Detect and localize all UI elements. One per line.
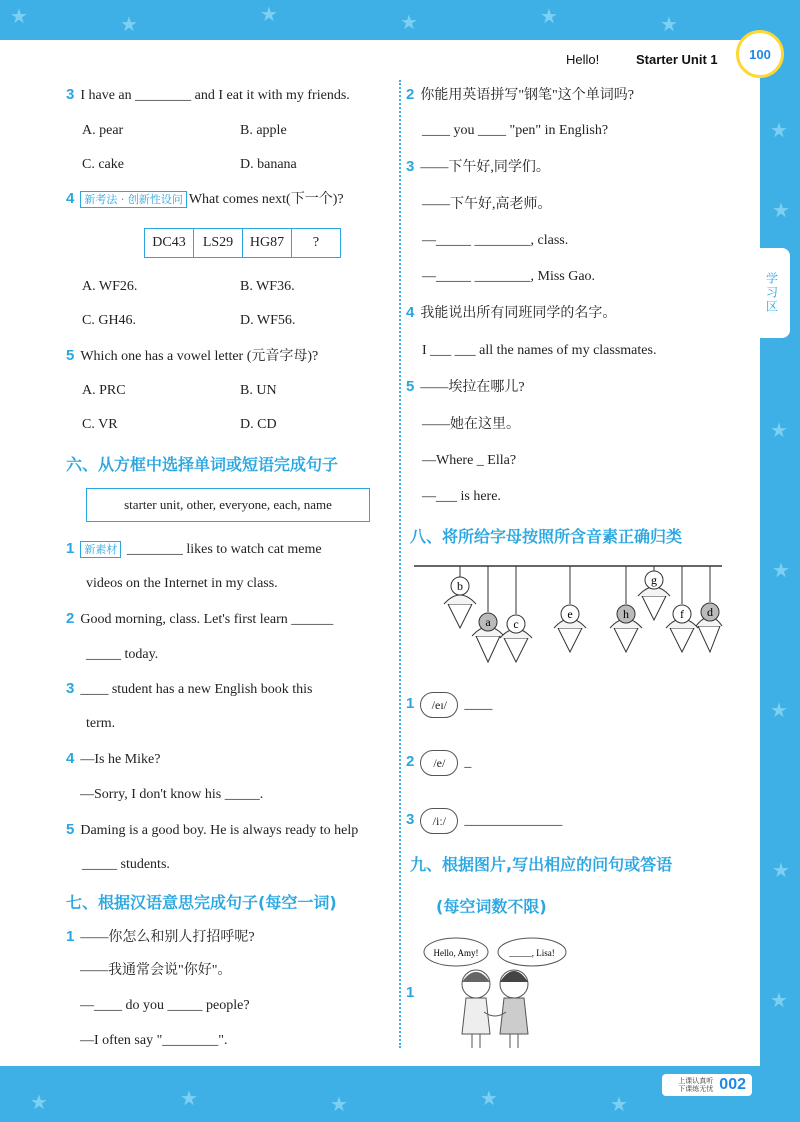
cone-a <box>472 566 504 662</box>
option-c: C. VR <box>82 417 118 432</box>
letter-h: h <box>623 607 629 621</box>
phoneme-bubble: /iː/ <box>420 808 458 834</box>
option-c: C. cake <box>82 157 124 172</box>
sec7-line-2: ——我通常会说"你好"。 <box>80 963 232 978</box>
sequence-cell: LS29 <box>194 229 243 258</box>
section-9-subtitle: (每空词数不限) <box>436 897 547 916</box>
page-number-badge <box>662 1074 752 1096</box>
girl-amy-figure <box>462 970 490 1048</box>
star-icon: ★ <box>540 4 558 28</box>
r-question-3-line-3: —_____ ________, class. <box>422 233 569 248</box>
new-material-tag: 新素材 <box>80 541 121 558</box>
hanging-letters-illustration <box>414 560 724 670</box>
star-icon: ★ <box>610 1092 628 1116</box>
header-unit-title: Starter Unit 1 <box>636 52 718 67</box>
sec7-line-4: —I often say "________". <box>80 1033 228 1048</box>
greeting-illustration <box>422 932 572 1052</box>
brand-logo: 100 <box>736 30 784 78</box>
section-9-title: 九、根据图片,写出相应的问句或答语 <box>410 855 673 874</box>
new-method-tag: 新考法 · 创新性设问 <box>80 191 187 208</box>
sequence-cell: DC43 <box>145 229 194 258</box>
page-number: 002 <box>719 1076 746 1093</box>
star-icon: ★ <box>772 858 790 882</box>
phoneme-bubble: /eɪ/ <box>420 692 458 718</box>
star-icon: ★ <box>180 1086 198 1110</box>
cone-c <box>500 566 532 662</box>
letter-d: d <box>707 605 713 619</box>
letter-b: b <box>457 579 463 593</box>
option-b: B. WF36. <box>240 279 295 294</box>
girl-lisa-figure <box>500 970 528 1048</box>
letter-g: g <box>651 573 657 587</box>
r-question-2-line-2: ____ you ____ "pen" in English? <box>422 123 609 138</box>
star-icon: ★ <box>120 12 138 36</box>
footer-slogan: 上课认真听 下课练无忧 <box>678 1077 714 1093</box>
letter-f: f <box>680 607 684 621</box>
sec6-question-1: 1 新素材 ________ likes to watch cat meme <box>66 540 322 557</box>
sec6-question-5-line-2: _____ students. <box>82 857 170 872</box>
r-question-4: 4 我能说出所有同班同学的名字。 <box>406 304 617 321</box>
option-c: C. GH46. <box>82 313 137 328</box>
r-question-5-line-4: —___ is here. <box>422 489 501 504</box>
star-icon: ★ <box>10 4 28 28</box>
cone-d <box>696 566 722 652</box>
cone-b <box>444 566 476 628</box>
column-divider <box>399 80 401 1048</box>
star-icon: ★ <box>260 2 278 26</box>
question-3: 3 I have an ________ and I eat it with my friends. <box>66 86 350 103</box>
r-question-3-line-2: ——下午好,高老师。 <box>422 197 552 212</box>
cone-f <box>666 566 698 652</box>
answer-blank[interactable]: ____ <box>464 697 493 713</box>
bubble-text-1: Hello, Amy! <box>433 948 479 958</box>
r-question-4-line-2: I ___ ___ all the names of my classmates. <box>422 343 657 358</box>
star-icon: ★ <box>770 418 788 442</box>
sequence-cell: ? <box>292 229 341 258</box>
sec6-question-3-line-2: term. <box>86 716 116 731</box>
star-icon: ★ <box>400 10 418 34</box>
sec9-question-1: 1 <box>406 984 415 1001</box>
phoneme-row-1: 1 /eɪ/ ____ <box>406 692 492 718</box>
header-hello: Hello! <box>566 52 600 67</box>
option-a: A. PRC <box>82 383 126 398</box>
cone-e <box>554 566 586 652</box>
cone-g <box>638 566 670 620</box>
answer-blank[interactable]: _ <box>464 755 472 771</box>
section-8-title: 八、将所给字母按照所含音素正确归类 <box>410 527 683 546</box>
letter-e: e <box>567 607 573 621</box>
question-4: 4 新考法 · 创新性设问 What comes next(下一个)? <box>66 190 344 207</box>
sec7-line-3: —____ do you _____ people? <box>80 998 250 1013</box>
r-question-5: 5 ——埃拉在哪儿? <box>406 378 525 395</box>
sec6-question-2-line-2: _____ today. <box>86 647 159 662</box>
option-d: D. banana <box>240 157 297 172</box>
word-bank-box: starter unit, other, everyone, each, name <box>86 488 370 522</box>
cone-h <box>610 566 642 652</box>
star-icon: ★ <box>30 1090 48 1114</box>
section-7-title: 七、根据汉语意思完成句子(每空一词) <box>66 893 337 912</box>
sec6-question-2: 2 Good morning, class. Let's first learn ______ <box>66 610 334 627</box>
star-icon: ★ <box>772 198 790 222</box>
sec6-question-3: 3 ____ student has a new English book this <box>66 680 313 697</box>
option-d: D. CD <box>240 417 277 432</box>
letter-c: c <box>513 617 519 631</box>
side-tab-study-area[interactable]: 学习区 <box>754 248 790 338</box>
answer-blank[interactable]: ______________ <box>464 813 563 829</box>
sec6-question-4: 4 —Is he Mike? <box>66 750 161 767</box>
sequence-table <box>144 228 341 258</box>
star-icon: ★ <box>480 1086 498 1110</box>
r-question-3-line-4: —_____ ________, Miss Gao. <box>422 269 596 284</box>
letter-a: a <box>485 615 491 629</box>
question-5: 5 Which one has a vowel letter (元音字母)? <box>66 347 319 364</box>
star-icon: ★ <box>660 12 678 36</box>
section-6-title: 六、从方框中选择单词或短语完成句子 <box>66 455 339 474</box>
star-icon: ★ <box>770 118 788 142</box>
r-question-3: 3 ——下午好,同学们。 <box>406 158 550 175</box>
sequence-cell: HG87 <box>243 229 292 258</box>
star-icon: ★ <box>330 1092 348 1116</box>
r-question-2: 2 你能用英语拼写"钢笔"这个单词吗? <box>406 86 634 103</box>
sec6-question-5: 5 Daming is a good boy. He is always ready to help <box>66 821 359 838</box>
option-b: B. apple <box>240 123 287 138</box>
sec6-question-4-line-2: —Sorry, I don't know his _____. <box>80 787 264 802</box>
phoneme-row-2: 2 /e/ _ <box>406 750 471 776</box>
r-question-5-line-2: ——她在这里。 <box>422 417 520 432</box>
option-d: D. WF56. <box>240 313 296 328</box>
option-a: A. WF26. <box>82 279 138 294</box>
sec6-question-1-line-2: videos on the Internet in my class. <box>86 576 278 591</box>
phoneme-row-3: 3 /iː/ ______________ <box>406 808 562 834</box>
star-icon: ★ <box>770 988 788 1012</box>
option-a: A. pear <box>82 123 124 138</box>
option-b: B. UN <box>240 383 277 398</box>
phoneme-bubble: /e/ <box>420 750 458 776</box>
star-icon: ★ <box>772 558 790 582</box>
r-question-5-line-3: —Where _ Ella? <box>422 453 517 468</box>
bubble-text-2: _____, Lisa! <box>509 948 555 958</box>
sec7-question-1: 1 ——你怎么和别人打招呼呢? <box>66 928 255 945</box>
star-icon: ★ <box>770 698 788 722</box>
